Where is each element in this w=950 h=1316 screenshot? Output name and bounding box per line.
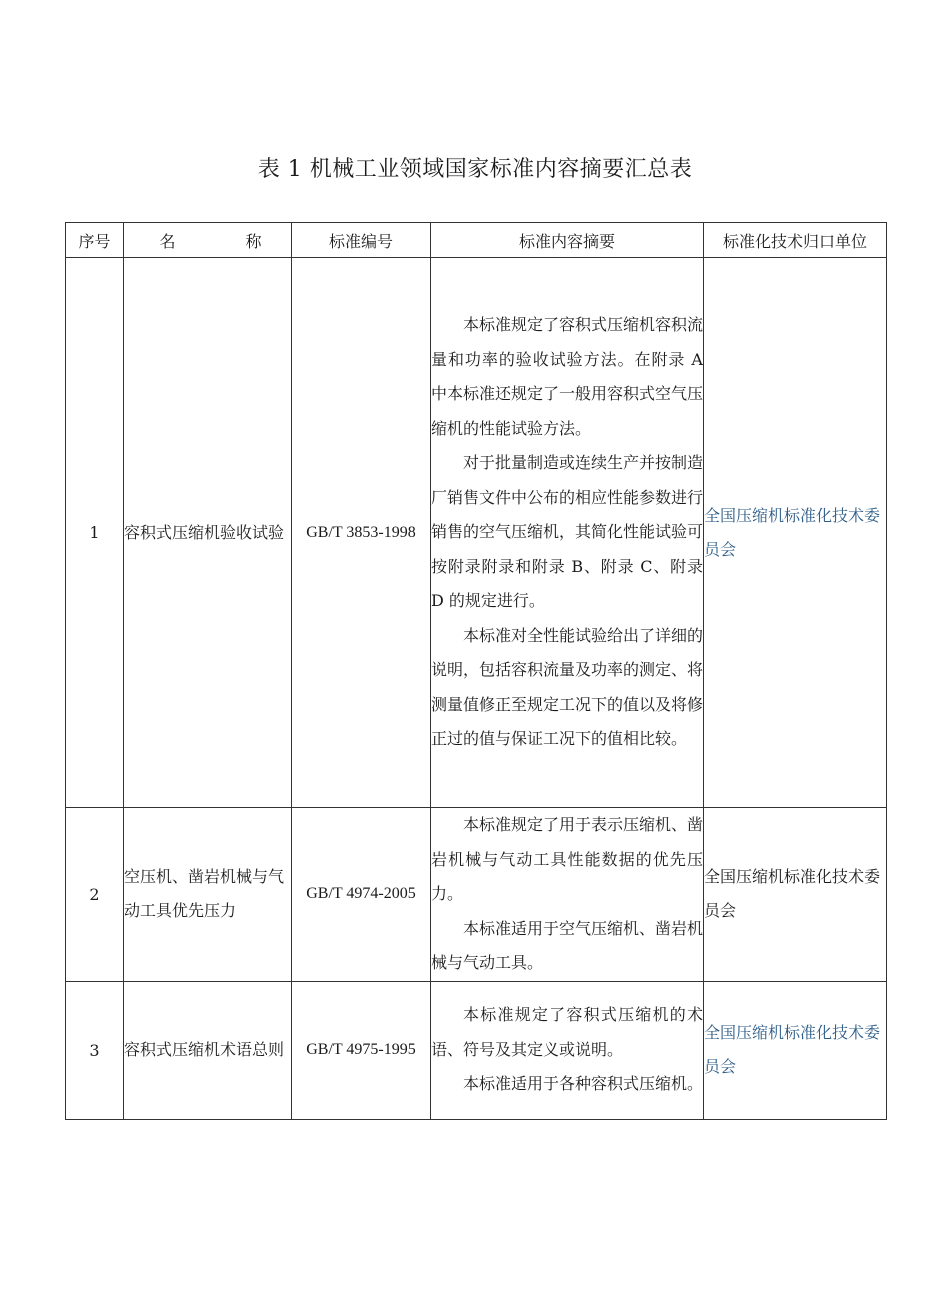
summary-paragraph: 本标准对全性能试验给出了详细的说明，包括容积流量及功率的测定、将测量值修正至规定工况下的值以及将修正过的值与保证工况下的值相比较。 (431, 625, 704, 749)
row-code: GB/T 3853-1998 (292, 258, 431, 808)
summary-paragraph: 本标准规定了用于表示压缩机、凿岩机械与气动工具性能数据的优先压力。 (431, 815, 704, 903)
row-code: GB/T 4975-1995 (292, 981, 431, 1119)
header-summary: 标准内容摘要 (431, 223, 704, 258)
summary-paragraph: 本标准规定了容积式压缩机容积流量和功率的验收试验方法。在附录 A 中本标准还规定了一般用容积式空气压缩机的性能试验方法。 (431, 315, 704, 438)
row-seq: 3 (66, 981, 124, 1119)
table-header-row (66, 223, 887, 258)
row-summary (431, 981, 704, 1119)
header-name (124, 223, 292, 258)
row-summary (431, 258, 704, 808)
row-name: 容积式压缩机验收试验 (124, 258, 292, 808)
header-seq: 序号 (66, 223, 124, 258)
summary-paragraph: 本标准适用于空气压缩机、凿岩机械与气动工具。 (431, 918, 704, 972)
row-code: GB/T 4974-2005 (292, 808, 431, 982)
summary-paragraph: 对于批量制造或连续生产并按制造厂销售文件中公布的相应性能参数进行销售的空气压缩机，其简化性能试验可按附录附录和附录 B、附录 C、附录 D 的规定进行。 (431, 453, 704, 611)
row-unit: 全国压缩机标准化技术委员会 (704, 258, 887, 808)
table-row (66, 258, 887, 808)
header-code: 标准编号 (292, 223, 431, 258)
table-row (66, 808, 887, 982)
row-seq: 1 (66, 258, 124, 808)
row-name: 空压机、凿岩机械与气动工具优先压力 (124, 808, 292, 982)
summary-paragraph: 本标准适用于各种容积式压缩机。 (463, 1074, 704, 1094)
row-unit: 全国压缩机标准化技术委员会 (704, 808, 887, 982)
row-name: 容积式压缩机术语总则 (124, 981, 292, 1119)
row-summary (431, 808, 704, 982)
row-unit: 全国压缩机标准化技术委员会 (704, 981, 887, 1119)
header-name-left: 名 (159, 231, 176, 251)
header-name-right: 称 (245, 231, 262, 251)
summary-paragraph: 本标准规定了容积式压缩机的术语、符号及其定义或说明。 (431, 1005, 703, 1059)
page-title: 表 1 机械工业领域国家标准内容摘要汇总表 (257, 157, 693, 182)
table-row (66, 981, 887, 1119)
row-seq: 2 (66, 808, 124, 982)
header-unit: 标准化技术归口单位 (704, 223, 887, 258)
standards-table (65, 222, 887, 1120)
